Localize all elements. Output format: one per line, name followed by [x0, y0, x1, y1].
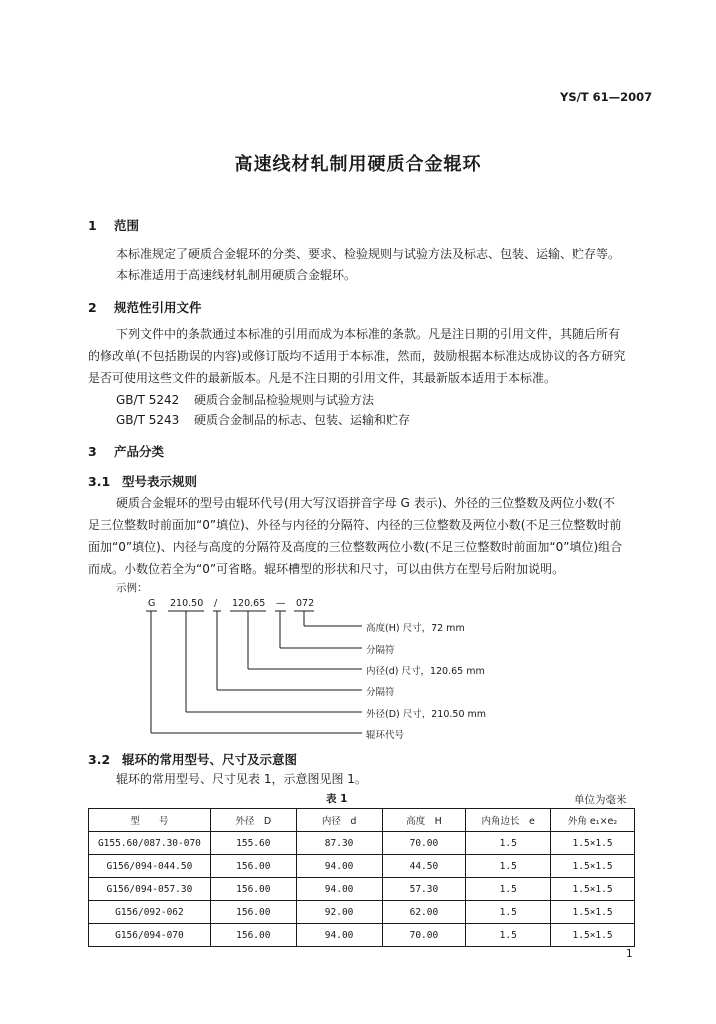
section-number: 3.1: [88, 474, 111, 489]
column-header: 外径 D: [210, 809, 296, 832]
section-title: 辊环的常用型号、尺寸及示意图: [122, 752, 298, 767]
cell-inner-diameter: 87.30: [296, 832, 382, 855]
page-number: 1: [626, 948, 633, 960]
table-header-row: [89, 809, 635, 832]
column-header: 型 号: [89, 809, 211, 832]
section-number: 3.2: [88, 752, 111, 767]
section-title: 范围: [114, 218, 140, 233]
cell-outer-corner: 1.5×1.5: [551, 924, 635, 947]
example-height: 072: [296, 598, 315, 609]
dimension-table: [88, 808, 635, 947]
table-row: [89, 901, 635, 924]
paragraph: 本标准适用于高速线材轧制用硬质合金辊环。: [116, 268, 357, 282]
cell-model: G156/094-070: [89, 924, 211, 947]
cell-outer-diameter: 156.00: [210, 878, 296, 901]
section-number: 1: [88, 218, 97, 233]
section-number: 3: [88, 444, 97, 459]
cell-model: G156/092-062: [89, 901, 211, 924]
cell-outer-diameter: 155.60: [210, 832, 296, 855]
label-roll-code: 辊环代号: [366, 730, 405, 741]
cell-inner-edge: 1.5: [466, 855, 551, 878]
section-number: 2: [88, 300, 97, 315]
cell-outer-diameter: 156.00: [210, 855, 296, 878]
document-title: 高速线材轧制用硬质合金辊环: [234, 154, 482, 175]
cell-outer-corner: 1.5×1.5: [551, 878, 635, 901]
paragraph: 辊环的常用型号、尺寸见表 1，示意图见图 1。: [116, 772, 367, 786]
cell-outer-corner: 1.5×1.5: [551, 901, 635, 924]
cell-height: 57.30: [382, 878, 466, 901]
example-inner-diameter: 120.65: [232, 598, 266, 609]
standard-number: YS/T 61—2007: [560, 90, 653, 104]
section-title: 产品分类: [114, 444, 165, 459]
cell-inner-diameter: 92.00: [296, 901, 382, 924]
table-caption: 表 1: [326, 793, 348, 805]
paragraph-line: 面加“0”填位)、内径与高度的分隔符及高度的三位整数两位小数(不足三位整数时前面加“0”填位)组合: [88, 540, 623, 554]
cell-height: 44.50: [382, 855, 466, 878]
cell-model: G155.60/087.30-070: [89, 832, 211, 855]
reference-code: GB/T 5242: [116, 393, 180, 407]
column-header: 内角边长 e: [466, 809, 551, 832]
table-row: [89, 832, 635, 855]
cell-model: G156/094-044.50: [89, 855, 211, 878]
cell-outer-diameter: 156.00: [210, 901, 296, 924]
example-separator-2: —: [276, 598, 286, 609]
label-separator: 分隔符: [366, 645, 395, 656]
section-title: 规范性引用文件: [114, 300, 202, 315]
label-inner-diameter: 内径(d) 尺寸，120.65 mm: [366, 666, 485, 677]
reference-title: 硬质合金制品的标志、包装、运输和贮存: [194, 413, 411, 427]
cell-inner-edge: 1.5: [466, 878, 551, 901]
cell-inner-edge: 1.5: [466, 924, 551, 947]
cell-inner-diameter: 94.00: [296, 878, 382, 901]
table-unit: 单位为毫米: [574, 794, 627, 806]
label-height: 高度(H) 尺寸，72 mm: [366, 623, 465, 634]
paragraph-line: 下列文件中的条款通过本标准的引用而成为本标准的条款。凡是注日期的引用文件，其随后所有: [116, 327, 621, 341]
paragraph: 本标准规定了硬质合金辊环的分类、要求、检验规则与试验方法及标志、包装、运输、贮存等。: [116, 247, 621, 261]
cell-inner-edge: 1.5: [466, 901, 551, 924]
example-label: 示例：: [116, 582, 148, 594]
table-row: [89, 855, 635, 878]
table-row: [89, 878, 635, 901]
paragraph-line: 足三位整数时前面加“0”填位)、外径与内径的分隔符、内径的三位整数及两位小数(不足三位整数时前: [88, 518, 622, 532]
reference-title: 硬质合金制品检验规则与试验方法: [194, 393, 375, 407]
cell-inner-diameter: 94.00: [296, 924, 382, 947]
label-outer-diameter: 外径(D) 尺寸，210.50 mm: [366, 709, 487, 720]
cell-outer-diameter: 156.00: [210, 924, 296, 947]
paragraph-line: 是否可使用这些文件的最新版本。凡是不注日期的引用文件，其最新版本适用于本标准。: [88, 371, 557, 385]
cell-inner-edge: 1.5: [466, 832, 551, 855]
cell-inner-diameter: 94.00: [296, 855, 382, 878]
cell-height: 62.00: [382, 901, 466, 924]
example-outer-diameter: 210.50: [170, 598, 204, 609]
cell-outer-corner: 1.5×1.5: [551, 855, 635, 878]
example-code: G: [148, 598, 156, 609]
paragraph-line: 而成。小数位若全为“0”可省略。辊环槽型的形状和尺寸，可以由供方在型号后附加说明。: [88, 562, 565, 576]
section-3-2-heading: [88, 750, 297, 768]
reference-code: GB/T 5243: [116, 413, 180, 427]
example-separator-1: /: [214, 598, 218, 609]
section-title: 型号表示规则: [122, 474, 198, 489]
column-header: 外角 e₁×e₂: [551, 809, 635, 832]
cell-model: G156/094-057.30: [89, 878, 211, 901]
cell-outer-corner: 1.5×1.5: [551, 832, 635, 855]
paragraph-line: 的修改单(不包括勘误的内容)或修订版均不适用于本标准，然而，鼓励根据本标准达成协议的各方研究: [88, 349, 626, 363]
cell-height: 70.00: [382, 924, 466, 947]
cell-height: 70.00: [382, 832, 466, 855]
table-row: [89, 924, 635, 947]
column-header: 内径 d: [296, 809, 382, 832]
paragraph-line: 硬质合金辊环的型号由辊环代号(用大写汉语拼音字母 G 表示)、外径的三位整数及两位小数(不: [116, 496, 615, 510]
column-header: 高度 H: [382, 809, 466, 832]
label-separator: 分隔符: [366, 687, 395, 698]
